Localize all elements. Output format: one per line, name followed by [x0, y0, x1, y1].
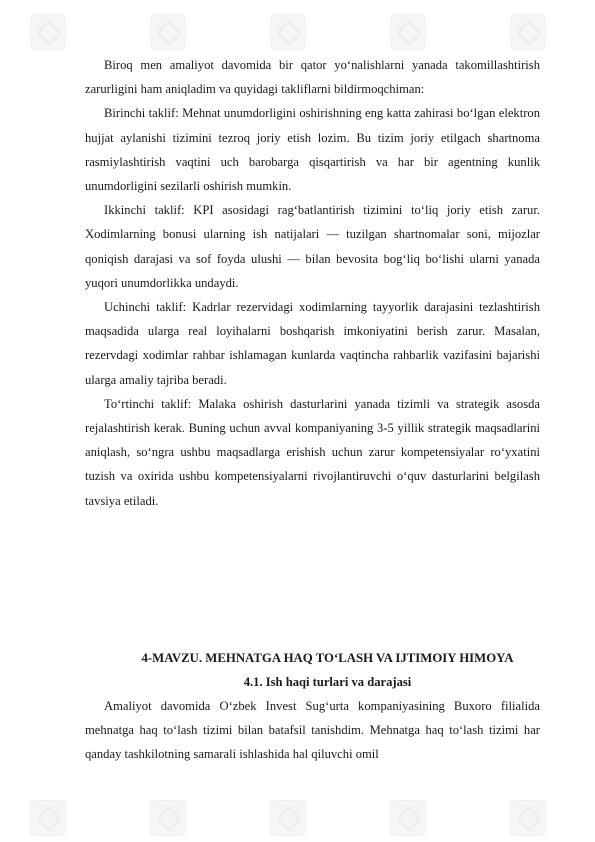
watermark-logo [390, 800, 426, 836]
watermark-logo [30, 14, 66, 50]
watermark-logo [510, 14, 546, 50]
chapter-title: 4-MAVZU. MEHNATGA HAQ TO‘LASH VA IJTIMOIY HIMOYA [141, 650, 514, 665]
blank-space [85, 513, 540, 646]
watermark-logo [150, 800, 186, 836]
paragraph-section-body: Amaliyot davomida O‘zbek Invest Sug‘urta kompaniyasining Buxoro filialida mehnatga haq to‘lash tizimi bilan batafsil tanishdim. Mehnatga haq to‘lash tizimi har qanday tashkilotning samarali ishlashida hal qiluvchi omil [85, 698, 540, 762]
watermark-logo [270, 14, 306, 50]
document-page [85, 53, 540, 766]
paragraph-intro: Biroq men amaliyot davomida bir qator yo‘nalishlarni yanada takomillashtirish zarurligini ham aniqladim va quyidagi takliflarni bildirmoqchiman: [85, 58, 540, 97]
section-title: 4.1. Ish haqi turlari va darajasi [243, 674, 412, 689]
paragraph-proposal-1: Birinchi taklif: Mehnat unumdorligini oshirishning eng katta zahirasi bo‘lgan elektron hujjat aylanishi tizimini tezroq joriy etish lozim. Bu tizim joriy etilgach shartnoma rasmiylashtirish vaqtini uch barobarga qisqartirish va har bir agentning kunlik unumdorligini sezilarli oshirish mumkin. [85, 106, 540, 194]
watermark-logo [150, 14, 186, 50]
watermark-logo [390, 14, 426, 50]
paragraph-proposal-4: To‘rtinchi taklif: Malaka oshirish dasturlarini yanada tizimli va strategik asosda rejalashtirish kerak. Buning uchun avval kompaniyaning 3-5 yillik strategik maqsadlarini aniqlash, so‘ngra ushbu maqsadlarga erishish uchun zarur kompetensiyalar ro‘yxatini tuzish va oxirida ushbu kompetensiyalarni rivojlantiruvchi o‘quv dasturlarini belgilash tavsiya etiladi. [85, 396, 540, 508]
paragraph-proposal-2: Ikkinchi taklif: KPI asosidagi rag‘batlantirish tizimini to‘liq joriy etish zarur. Xodimlarning bonusi ularning ish natijalari — tuzilgan shartnomalar soni, mijozlar qoniqish darajasi va sof foyda ulushi — bilan bevosita bog‘liq bo‘lishi ularni yanada yuqori unumdorlikka undaydi. [85, 203, 540, 290]
watermark-logo [270, 800, 306, 836]
watermark-logo [510, 800, 546, 836]
paragraph-proposal-3: Uchinchi taklif: Kadrlar rezervidagi xodimlarning tayyorlik darajasini tezlashtirish maqsadida ularga real loyihalarni boshqarish imkoniyatini berish zarur. Masalan, rezervdagi xodimlar rahbar ishlamagan kunlarda vaqtincha rahbarlik vazifasini bajarishi ularga amaliy tajriba beradi. [85, 300, 540, 387]
watermark-logo [30, 800, 66, 836]
